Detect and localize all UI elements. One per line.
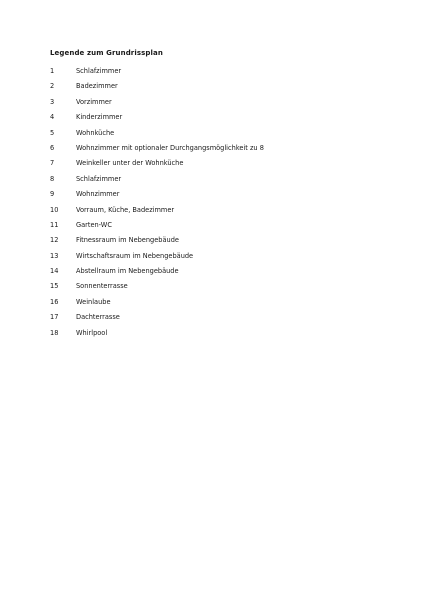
legend-item-label: Kinderzimmer bbox=[76, 113, 123, 122]
legend-item-number: 7 bbox=[50, 159, 55, 168]
legend-item-number: 18 bbox=[50, 328, 59, 337]
legend-item-number: 6 bbox=[50, 143, 55, 152]
legend-item-label: Wohnzimmer mit optionaler Durchgangsmöglichkeit zu 8 bbox=[76, 143, 264, 152]
legend-item-number: 11 bbox=[50, 220, 59, 229]
legend-item-label: Schlafzimmer bbox=[76, 67, 122, 75]
legend-item-number: 15 bbox=[50, 282, 59, 291]
legend-item-label: Vorraum, Küche, Badezimmer bbox=[76, 205, 175, 214]
legend-item-number: 4 bbox=[50, 113, 55, 122]
legend-item bbox=[50, 236, 264, 251]
legend-item-label: Sonnenterrasse bbox=[76, 282, 128, 291]
legend-item bbox=[50, 267, 264, 282]
legend-item bbox=[50, 144, 264, 159]
legend-item-label: Dachterrasse bbox=[76, 313, 120, 322]
legend-item-number: 3 bbox=[50, 97, 55, 106]
legend-item-label: Schlafzimmer bbox=[76, 174, 122, 183]
legend-item bbox=[50, 221, 264, 236]
legend-item-label: Garten-WC bbox=[76, 220, 112, 229]
legend-item-label: Fitnessraum im Nebengebäude bbox=[76, 236, 179, 245]
legend-item bbox=[50, 329, 264, 344]
legend-item-label: Whirlpool bbox=[76, 328, 108, 337]
legend-item bbox=[50, 282, 264, 297]
legend-item bbox=[50, 313, 264, 328]
legend-item-label: Vorzimmer bbox=[76, 97, 112, 106]
legend-item-label: Wohnküche bbox=[76, 128, 115, 137]
legend-item-number: 1 bbox=[50, 67, 55, 75]
legend-item-number: 14 bbox=[50, 267, 59, 276]
legend-item-label: Badezimmer bbox=[76, 82, 118, 91]
legend-list bbox=[50, 67, 264, 344]
legend-item bbox=[50, 252, 264, 267]
legend-item bbox=[50, 113, 264, 128]
legend-item bbox=[50, 175, 264, 190]
legend-item-number: 17 bbox=[50, 313, 59, 322]
legend-item bbox=[50, 67, 264, 82]
legend-item-number: 5 bbox=[50, 128, 55, 137]
legend-item-number: 12 bbox=[50, 236, 59, 245]
legend-heading: Legende zum Grundrissplan bbox=[50, 49, 163, 57]
legend-item-label: Weinlaube bbox=[76, 297, 111, 306]
legend-item-number: 13 bbox=[50, 251, 59, 260]
legend-item bbox=[50, 190, 264, 205]
legend-item-label: Weinkeller unter der Wohnküche bbox=[76, 159, 184, 168]
legend-item-number: 2 bbox=[50, 82, 55, 91]
legend-item-number: 10 bbox=[50, 205, 59, 214]
legend-item-label: Wirtschaftsraum im Nebengebäude bbox=[76, 251, 194, 260]
legend-item-label: Wohnzimmer bbox=[76, 190, 120, 199]
legend-item bbox=[50, 206, 264, 221]
legend-item-number: 8 bbox=[50, 174, 55, 183]
legend-item-number: 9 bbox=[50, 190, 55, 199]
legend-item-label: Abstellraum im Nebengebäude bbox=[76, 267, 179, 276]
legend-item bbox=[50, 98, 264, 113]
legend-item bbox=[50, 298, 264, 313]
legend-item bbox=[50, 129, 264, 144]
legend-item-number: 16 bbox=[50, 297, 59, 306]
legend-item bbox=[50, 159, 264, 174]
legend-item bbox=[50, 82, 264, 97]
